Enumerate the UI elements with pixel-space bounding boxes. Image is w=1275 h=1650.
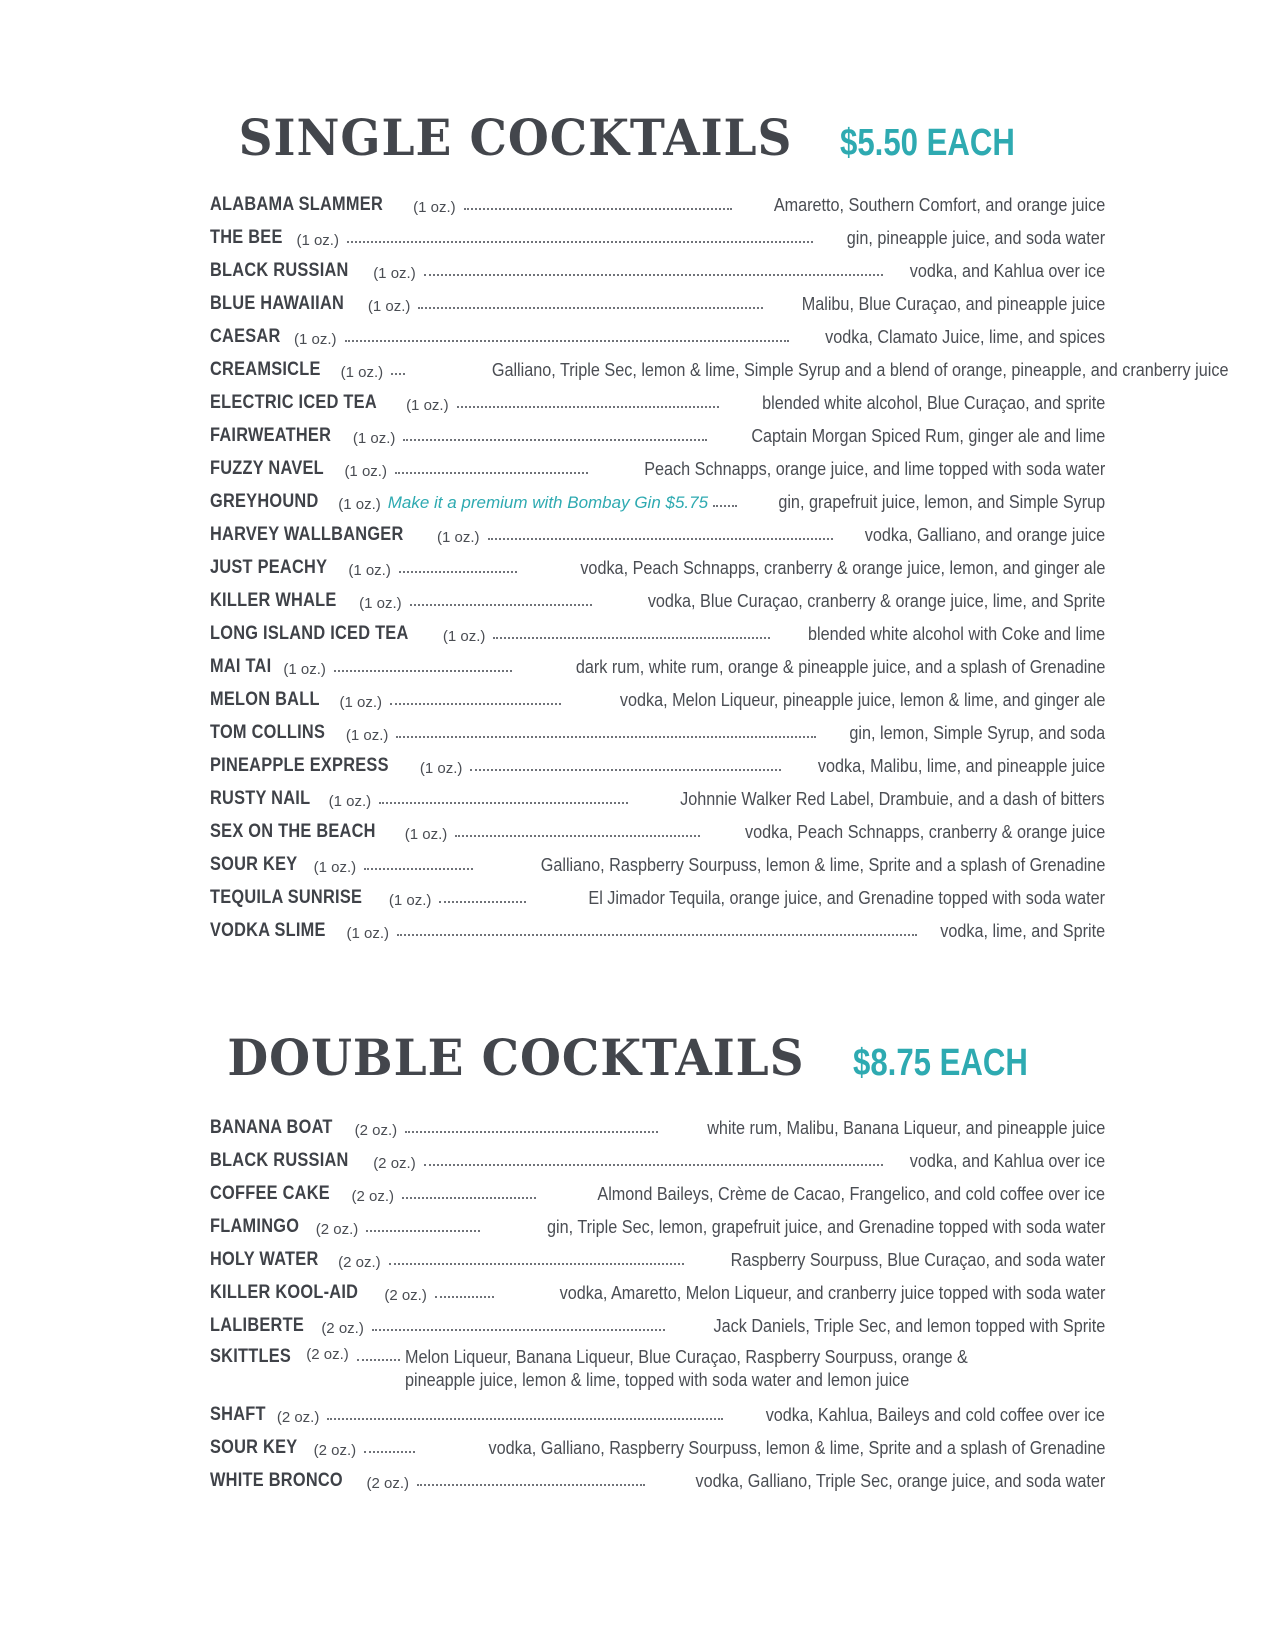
item-description: vodka, Peach Schnapps, cranberry & orange juice, lemon, and ginger ale (579, 558, 1105, 578)
item-description: El Jimador Tequila, orange juice, and Grenadine topped with soda water (588, 888, 1105, 908)
item-size: (1 oz.) (437, 529, 480, 546)
item-size: (2 oz.) (366, 1475, 410, 1492)
item-description: dark rum, white rum, orange & pineapple juice, and a splash of Grenadine (575, 657, 1105, 677)
menu-item (210, 810, 1105, 843)
item-description: vodka, Galliano, Raspberry Sourpuss, lemon & lime, Sprite and a splash of Grenadine (488, 1438, 1105, 1458)
item-name: CAESAR (210, 326, 281, 347)
menu-item (210, 1205, 1105, 1238)
item-name: SHAFT (210, 1404, 266, 1425)
item-name: VODKA SLIME (210, 920, 326, 941)
single-cocktails-list (210, 183, 1229, 942)
item-description: vodka, Blue Curaçao, cranberry & orange juice, lime, and Sprite (647, 591, 1105, 611)
item-size: (1 oz.) (373, 265, 416, 282)
item-size: (1 oz.) (346, 925, 390, 942)
item-size: (1 oz.) (413, 199, 456, 216)
item-size: (1 oz.) (352, 430, 396, 447)
item-name: SKITTLES (210, 1346, 292, 1367)
menu-item (210, 1426, 1105, 1459)
item-name: LONG ISLAND ICED TEA (210, 623, 409, 644)
menu-item (210, 315, 1105, 348)
item-size: (2 oz.) (276, 1409, 320, 1426)
item-name: TOM COLLINS (210, 722, 326, 743)
item-name: SEX ON THE BEACH (210, 821, 376, 842)
item-size: (1 oz.) (348, 562, 391, 579)
single-cocktails-title: SINGLE COCKTAILS (238, 108, 793, 167)
item-description: vodka, Peach Schnapps, cranberry & orange juice (744, 822, 1105, 842)
item-description: Amaretto, Southern Comfort, and orange juice (773, 195, 1105, 215)
menu-item (210, 876, 1105, 909)
menu-item (210, 1139, 1105, 1172)
item-name: SOUR KEY (210, 1437, 298, 1458)
item-description: gin, Triple Sec, lemon, grapefruit juice, and Grenadine topped with soda water (546, 1217, 1105, 1237)
menu-item (210, 777, 1105, 810)
dot-leader (357, 1358, 400, 1361)
item-description: Captain Morgan Spiced Rum, ginger ale and lime (751, 426, 1105, 446)
dot-leader (457, 405, 719, 408)
menu-item (210, 216, 1105, 249)
dot-leader (372, 1328, 665, 1331)
item-size: (1 oz.) (313, 859, 357, 876)
item-name: MELON BALL (210, 689, 320, 710)
item-name: FAIRWEATHER (210, 425, 332, 446)
menu-item (210, 282, 1105, 315)
dot-leader (366, 1229, 479, 1232)
item-description: Johnnie Walker Red Label, Drambuie, and a dash of bitters (680, 789, 1105, 809)
menu-item (210, 678, 1105, 711)
item-size: (2 oz.) (313, 1442, 357, 1459)
item-premium-note: Make it a premium with Bombay Gin $5.75 (387, 493, 709, 512)
item-name: FUZZY NAVEL (210, 458, 324, 479)
menu-item (210, 711, 1105, 744)
menu-item (210, 513, 1105, 546)
item-name: JUST PEACHY (210, 557, 328, 578)
dot-leader (405, 1130, 658, 1133)
dot-leader (399, 570, 517, 573)
dot-leader (417, 1483, 645, 1486)
item-description: vodka, Malibu, lime, and pineapple juice (817, 756, 1105, 776)
item-description: Malibu, Blue Curaçao, and pineapple juice (801, 294, 1105, 314)
dot-leader (418, 306, 762, 309)
item-name: SOUR KEY (210, 854, 298, 875)
item-size: (1 oz.) (419, 760, 463, 777)
dot-leader (327, 1417, 723, 1420)
item-description: vodka, and Kahlua over ice (909, 1151, 1105, 1171)
item-size: (2 oz.) (384, 1287, 427, 1304)
item-name: COFFEE CAKE (210, 1183, 330, 1204)
menu-item (210, 1106, 1105, 1139)
item-name: LALIBERTE (210, 1315, 305, 1336)
item-name: ALABAMA SLAMMER (210, 194, 384, 215)
item-name: TEQUILA SUNRISE (210, 887, 363, 908)
item-size: (1 oz.) (388, 892, 432, 909)
dot-leader (364, 867, 473, 870)
dot-leader (424, 273, 883, 276)
item-size: (1 oz.) (359, 595, 402, 612)
item-size: (1 oz.) (339, 694, 383, 711)
item-name: FLAMINGO (210, 1216, 300, 1237)
single-cocktails-price: $5.50 EACH (840, 122, 1016, 164)
dot-leader (403, 438, 706, 441)
item-size: (1 oz.) (296, 232, 339, 249)
item-description: vodka, Amaretto, Melon Liqueur, and cranberry juice topped with soda water (559, 1283, 1105, 1303)
menu-item (210, 909, 1105, 942)
item-name: BLACK RUSSIAN (210, 1150, 349, 1171)
item-name: BANANA BOAT (210, 1117, 333, 1138)
item-size: (1 oz.) (404, 826, 448, 843)
item-name: HARVEY WALLBANGER (210, 524, 404, 545)
dot-leader (470, 768, 780, 771)
dot-leader (493, 636, 769, 639)
dot-leader (391, 372, 405, 375)
item-size: (2 oz.) (351, 1188, 394, 1205)
item-description: vodka, Clamato Juice, lime, and spices (824, 327, 1105, 347)
item-size: (2 oz.) (306, 1346, 349, 1363)
item-size: (1 oz.) (406, 397, 449, 414)
dot-leader (395, 471, 588, 474)
item-description: blended white alcohol, Blue Curaçao, and sprite (761, 393, 1105, 413)
item-description: Melon Liqueur, Banana Liqueur, Blue Curaçao, Raspberry Sourpuss, orange & pineapple juice, lemon & lime, topped with soda water and lemon juice (405, 1347, 968, 1390)
dot-leader (424, 1163, 883, 1166)
item-name: MAI TAI (210, 656, 272, 677)
double-cocktails-title: DOUBLE COCKTAILS (227, 1028, 805, 1087)
menu-item (210, 612, 1105, 645)
menu-item (210, 249, 1105, 282)
item-size: (2 oz.) (373, 1155, 416, 1172)
dot-leader (410, 603, 592, 606)
menu-item (210, 1238, 1105, 1271)
item-description: vodka, Galliano, and orange juice (864, 525, 1105, 545)
dot-leader (435, 1295, 494, 1298)
item-name: RUSTY NAIL (210, 788, 311, 809)
item-name: PINEAPPLE EXPRESS (210, 755, 389, 776)
menu-item (210, 1271, 1105, 1304)
dot-leader (390, 702, 561, 705)
menu-item (210, 414, 1105, 447)
item-size: (1 oz.) (345, 727, 389, 744)
menu-item (210, 579, 1105, 612)
menu-item (210, 381, 1105, 414)
item-name: CREAMSICLE (210, 359, 321, 380)
menu-item (210, 480, 1105, 513)
item-name: ELECTRIC ICED TEA (210, 392, 377, 413)
item-description: Galliano, Raspberry Sourpuss, lemon & lime, Sprite and a splash of Grenadine (540, 855, 1105, 875)
item-size: (1 oz.) (338, 496, 381, 513)
menu-item (210, 843, 1105, 876)
item-description: gin, pineapple juice, and soda water (846, 228, 1105, 248)
menu-item (210, 1172, 1105, 1205)
menu-item (210, 744, 1105, 777)
double-cocktails-heading (0, 1028, 1275, 1087)
item-name: BLUE HAWAIIAN (210, 293, 345, 314)
item-description: white rum, Malibu, Banana Liqueur, and pineapple juice (706, 1118, 1105, 1138)
menu-item (210, 1393, 1105, 1426)
double-cocktails-list (210, 1106, 1105, 1492)
item-size: (2 oz.) (354, 1122, 398, 1139)
dot-leader (379, 801, 628, 804)
dot-leader (334, 669, 512, 672)
item-size: (1 oz.) (328, 793, 372, 810)
dot-leader (464, 207, 732, 210)
item-description: Jack Daniels, Triple Sec, and lemon topped with Sprite (713, 1316, 1105, 1336)
item-description: Almond Baileys, Crème de Cacao, Frangelico, and cold coffee over ice (597, 1184, 1105, 1204)
item-description: blended white alcohol with Coke and lime (807, 624, 1105, 644)
item-description: vodka, Galliano, Triple Sec, orange juice, and soda water (695, 1471, 1105, 1491)
item-size: (1 oz.) (367, 298, 411, 315)
item-name: GREYHOUND (210, 491, 319, 512)
item-description: vodka, Melon Liqueur, pineapple juice, lemon & lime, and ginger ale (619, 690, 1105, 710)
menu-item (210, 348, 1229, 381)
item-description: gin, lemon, Simple Syrup, and soda (849, 723, 1105, 743)
menu-item (210, 546, 1105, 579)
dot-leader (389, 1262, 684, 1265)
dot-leader (713, 504, 737, 507)
item-name: WHITE BRONCO (210, 1470, 343, 1491)
item-size: (1 oz.) (283, 661, 326, 678)
dot-leader (402, 1196, 536, 1199)
dot-leader (364, 1450, 414, 1453)
single-cocktails-heading (0, 108, 1275, 167)
dot-leader (345, 339, 789, 342)
menu-item (210, 1459, 1105, 1492)
item-name: KILLER KOOL-AID (210, 1282, 359, 1303)
item-description: vodka, lime, and Sprite (940, 921, 1105, 941)
item-name: KILLER WHALE (210, 590, 337, 611)
item-name: HOLY WATER (210, 1249, 319, 1270)
menu-item (210, 1304, 1105, 1337)
menu-item (210, 1337, 1105, 1393)
item-description: Peach Schnapps, orange juice, and lime topped with soda water (643, 459, 1105, 479)
menu-item (210, 183, 1105, 216)
item-size: (1 oz.) (340, 364, 384, 381)
double-cocktails-price: $8.75 EACH (852, 1042, 1028, 1084)
item-description: gin, grapefruit juice, lemon, and Simple Syrup (778, 492, 1105, 512)
item-description: vodka, Kahlua, Baileys and cold coffee over ice (765, 1405, 1105, 1425)
menu-item (210, 447, 1105, 480)
item-size: (2 oz.) (321, 1320, 364, 1337)
item-description: Raspberry Sourpuss, Blue Curaçao, and soda water (730, 1250, 1105, 1270)
item-size: (2 oz.) (315, 1221, 359, 1238)
item-size: (1 oz.) (294, 331, 337, 348)
item-description: vodka, and Kahlua over ice (909, 261, 1105, 281)
dot-leader (347, 240, 813, 243)
dot-leader (488, 537, 833, 540)
item-name: BLACK RUSSIAN (210, 260, 349, 281)
dot-leader (439, 900, 526, 903)
item-size: (2 oz.) (338, 1254, 381, 1271)
dot-leader (397, 933, 917, 936)
item-description: Galliano, Triple Sec, lemon & lime, Simple Syrup and a blend of orange, pineapple, and cranberry juice (491, 360, 1229, 380)
dot-leader (396, 735, 815, 738)
item-size: (1 oz.) (442, 628, 486, 645)
dot-leader (455, 834, 700, 837)
item-size: (1 oz.) (344, 463, 387, 480)
menu-item (210, 645, 1105, 678)
item-name: THE BEE (210, 227, 283, 248)
